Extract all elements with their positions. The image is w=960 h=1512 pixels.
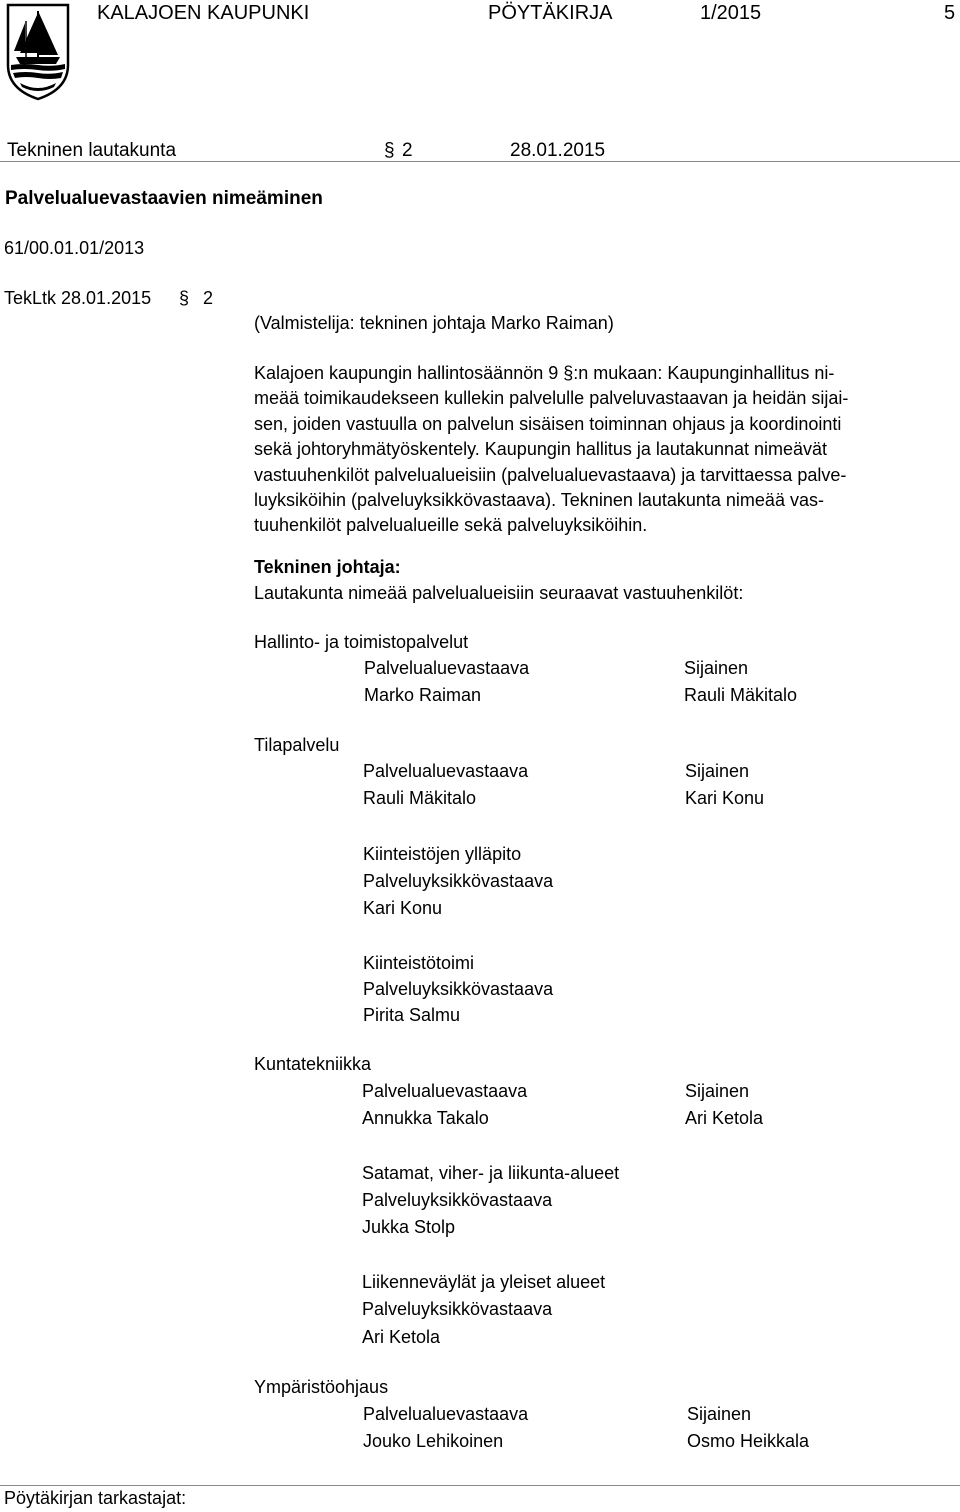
substitute-role: Sijainen bbox=[685, 761, 750, 781]
reference-section-number: 2 bbox=[203, 288, 214, 308]
paragraph-line: tuuhenkilöt palvelualueille sekä palveluyksiköihin. bbox=[254, 515, 648, 536]
paragraph-line: sekä johtoryhmätyöskentely. Kaupungin hallitus ja lautakunnat nimeävät bbox=[254, 439, 828, 460]
substitute-person: Osmo Heikkala bbox=[687, 1431, 810, 1451]
document-type: PÖYTÄKIRJA bbox=[488, 2, 613, 24]
unit-person: Pirita Salmu bbox=[363, 1005, 461, 1025]
unit-role: Palveluyksikkövastaava bbox=[362, 1190, 553, 1210]
coat-of-arms-logo bbox=[6, 3, 70, 101]
area-person: Annukka Takalo bbox=[362, 1108, 489, 1128]
reviewers-label: Pöytäkirjan tarkastajat: bbox=[4, 1488, 187, 1508]
unit-name: Kiinteistöjen ylläpito bbox=[363, 844, 522, 864]
organization-name: KALAJOEN KAUPUNKI bbox=[97, 2, 310, 24]
issue-number: 1/2015 bbox=[700, 2, 762, 24]
preparer-note: (Valmistelija: tekninen johtaja Marko Raiman) bbox=[254, 313, 614, 333]
proposal-intro: Lautakunta nimeää palvelualueisiin seuraavat vastuuhenkilöt: bbox=[254, 583, 744, 603]
record-number: 61/00.01.01/2013 bbox=[4, 238, 145, 258]
unit-name: Liikenneväylät ja yleiset alueet bbox=[362, 1272, 606, 1292]
area-name: Ympäristöohjaus bbox=[254, 1377, 389, 1397]
area-role: Palvelualuevastaava bbox=[364, 658, 530, 678]
area-person: Jouko Lehikoinen bbox=[363, 1431, 504, 1451]
paragraph-line: Kalajoen kaupungin hallintosäännön 9 §:n mukaan: Kaupunginhallitus ni- bbox=[254, 363, 835, 383]
area-person: Marko Raiman bbox=[364, 685, 482, 705]
reference-label: TekLtk 28.01.2015 bbox=[4, 288, 152, 308]
page-title: Palvelualuevastaavien nimeäminen bbox=[5, 188, 323, 209]
area-name: Tilapalvelu bbox=[254, 735, 340, 755]
substitute-person: Ari Ketola bbox=[685, 1108, 764, 1128]
area-role: Palvelualuevastaava bbox=[362, 1081, 528, 1101]
paragraph-line: meää toimikaudekseen kullekin palvelulle palveluvastaavan ja heidän sijai- bbox=[254, 388, 849, 409]
proposal-heading: Tekninen johtaja: bbox=[254, 557, 401, 577]
area-name: Hallinto- ja toimistopalvelut bbox=[254, 632, 469, 652]
unit-role: Palveluyksikkövastaava bbox=[362, 1299, 553, 1319]
paragraph-line: sen, joiden vastuulla on palvelun sisäisen toiminnan ohjaus ja koordinointi bbox=[254, 413, 842, 434]
unit-person: Kari Konu bbox=[363, 898, 443, 918]
body-paragraph bbox=[254, 361, 954, 539]
committee-name: Tekninen lautakunta bbox=[7, 140, 177, 161]
unit-person: Ari Ketola bbox=[362, 1327, 441, 1347]
meeting-date: 28.01.2015 bbox=[510, 140, 606, 161]
unit-name: Kiinteistötoimi bbox=[363, 953, 475, 973]
paragraph-line: luyksiköihin (palveluyksikkövastaava). Tekninen lautakunta nimeää vas- bbox=[254, 490, 824, 511]
area-role: Palvelualuevastaava bbox=[363, 761, 529, 781]
area-name: Kuntatekniikka bbox=[254, 1054, 372, 1074]
footer-divider bbox=[0, 1485, 960, 1486]
substitute-person: Kari Konu bbox=[685, 788, 765, 808]
reference-section-symbol: § bbox=[179, 288, 190, 308]
substitute-person: Rauli Mäkitalo bbox=[684, 685, 798, 705]
unit-role: Palveluyksikkövastaava bbox=[363, 871, 554, 891]
unit-name: Satamat, viher- ja liikunta-alueet bbox=[362, 1163, 620, 1183]
area-person: Rauli Mäkitalo bbox=[363, 788, 477, 808]
section-symbol: § bbox=[384, 140, 395, 161]
substitute-role: Sijainen bbox=[684, 658, 749, 678]
area-role: Palvelualuevastaava bbox=[363, 1404, 529, 1424]
substitute-role: Sijainen bbox=[687, 1404, 752, 1424]
unit-person: Jukka Stolp bbox=[362, 1217, 456, 1237]
section-number: 2 bbox=[402, 140, 413, 161]
substitute-role: Sijainen bbox=[685, 1081, 750, 1101]
divider bbox=[0, 161, 960, 162]
unit-role: Palveluyksikkövastaava bbox=[363, 979, 554, 999]
paragraph-line: vastuuhenkilöt palvelualueisiin (palvelualuevastaava) ja tarvittaessa palve- bbox=[254, 464, 847, 485]
page-number: 5 bbox=[944, 2, 956, 24]
